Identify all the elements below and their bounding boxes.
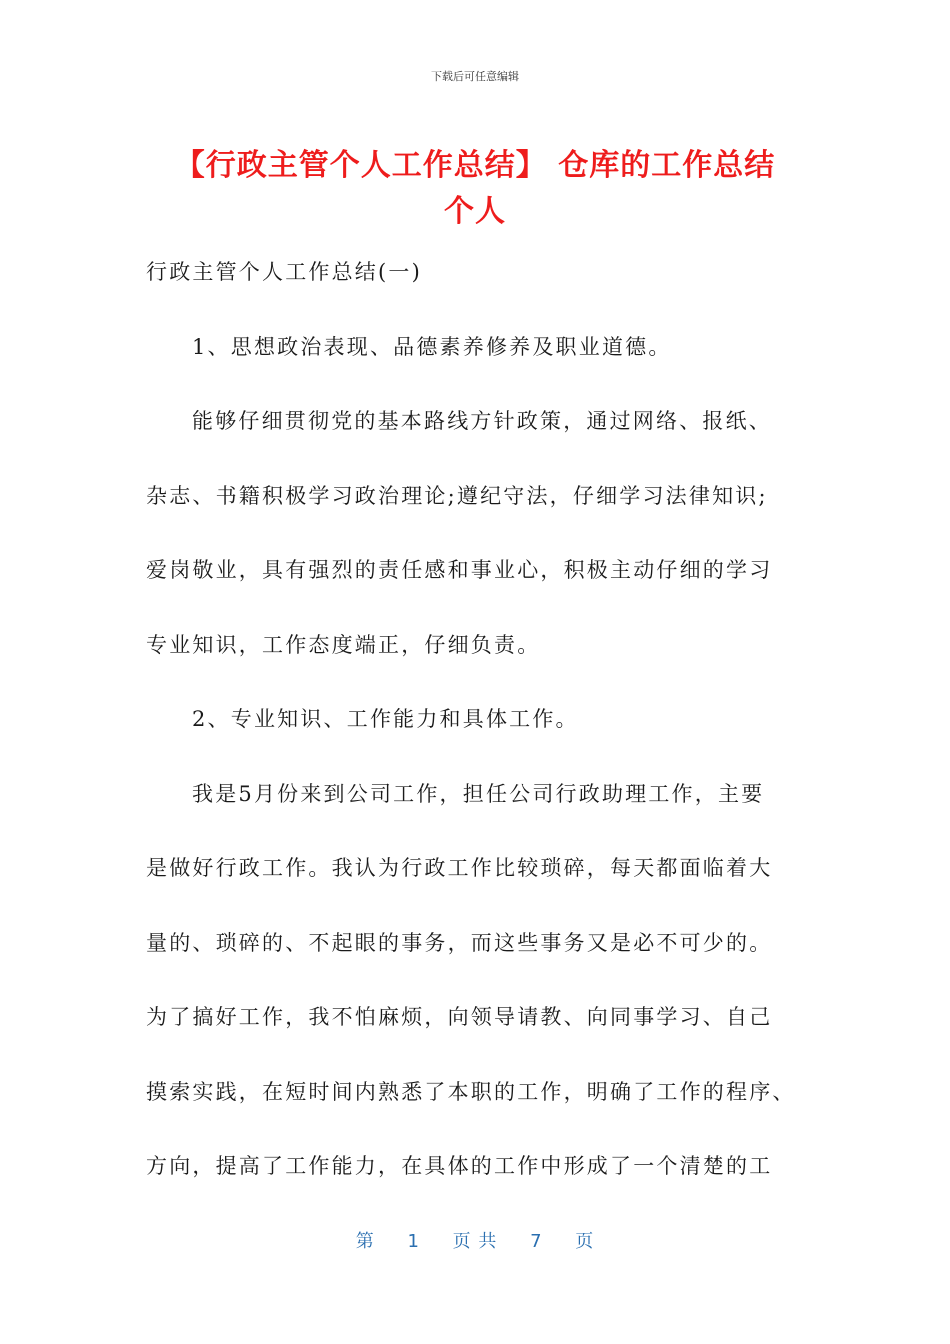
paragraph-line: 专业知识，工作态度端正，仔细负责。 (146, 633, 541, 657)
paragraph-line: 能够仔细贯彻党的基本路线方针政策，通过网络、报纸、 (192, 409, 772, 433)
section-heading: 行政主管个人工作总结(一) (146, 260, 422, 284)
footer-current-page: 1 (407, 1231, 420, 1252)
paragraph-line: 我是5月份来到公司工作，担任公司行政助理工作，主要 (192, 782, 765, 806)
paragraph-line: 为了搞好工作，我不怕麻烦，向领导请教、向同事学习、自己 (146, 1005, 773, 1029)
title-line-1: 【行政主管个人工作总结】 仓库的工作总结 (174, 148, 776, 183)
footer-prefix: 第 (355, 1231, 375, 1252)
page-footer (0, 1227, 950, 1253)
paragraph-line: 是做好行政工作。我认为行政工作比较琐碎，每天都面临着大 (146, 856, 773, 880)
title-line-2: 个人 (444, 194, 506, 229)
paragraph-line: 2、专业知识、工作能力和具体工作。 (192, 707, 579, 731)
paragraph-line: 方向，提高了工作能力，在具体的工作中形成了一个清楚的工 (146, 1154, 773, 1178)
paragraph-line: 爱岗敬业，具有强烈的责任感和事业心，积极主动仔细的学习 (146, 558, 773, 582)
document-title (140, 143, 810, 235)
paragraph-line: 1、思想政治表现、品德素养修养及职业道德。 (192, 335, 672, 359)
footer-total-pages: 7 (530, 1231, 543, 1252)
paragraph-line: 量的、琐碎的、不起眼的事务，而这些事务又是必不可少的。 (146, 931, 773, 955)
header-note: 下载后可任意编辑 (431, 70, 519, 83)
paragraph-line: 摸索实践，在短时间内熟悉了本职的工作，明确了工作的程序、 (146, 1080, 796, 1104)
paragraph-line: 杂志、书籍积极学习政治理论;遵纪守法，仔细学习法律知识; (146, 484, 768, 508)
footer-suffix: 页 (575, 1231, 595, 1252)
footer-middle: 页 共 (452, 1231, 498, 1252)
